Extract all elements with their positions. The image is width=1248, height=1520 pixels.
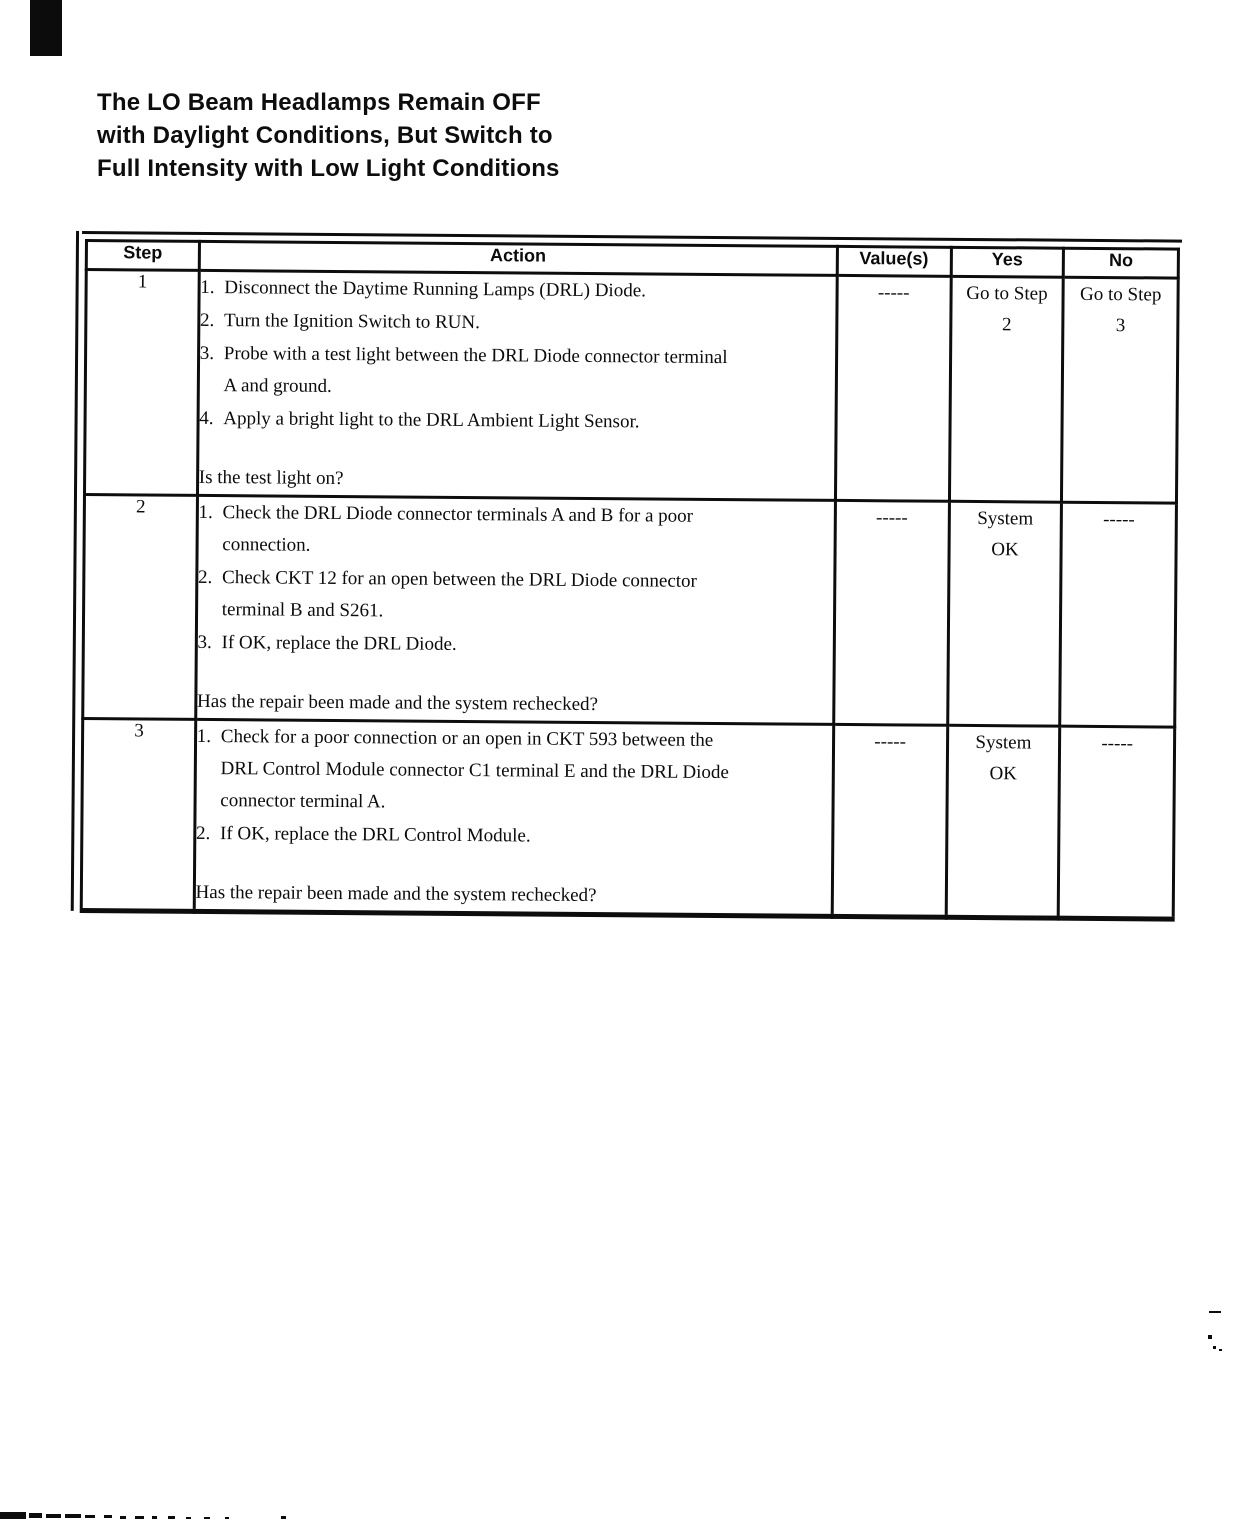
action-item	[198, 497, 833, 566]
no-cell: -----	[1058, 726, 1174, 919]
action-item	[198, 562, 833, 631]
action-item-text: Apply a bright light to the DRL Ambient Light Sensor.	[223, 408, 640, 433]
diagnostic-table-wrap	[80, 239, 1180, 922]
values-cell: -----	[833, 500, 949, 725]
scan-artifact-top-left-block	[30, 0, 62, 56]
action-item	[196, 721, 832, 822]
values-cell: -----	[832, 724, 947, 917]
scan-artifact-bottom-strip	[46, 1514, 61, 1518]
scan-artifact-bottom-strip	[29, 1513, 42, 1518]
step-number: 3	[81, 718, 195, 911]
action-item-number: 1.	[196, 725, 212, 748]
no-cell: Go to Step 3	[1062, 277, 1178, 503]
scan-artifact-bottom-strip	[120, 1516, 126, 1519]
yes-cell: System OK	[947, 501, 1062, 726]
step-number: 2	[83, 495, 197, 720]
action-item-text: Check CKT 12 for an open between the DRL Diode connector terminal B and S261.	[221, 567, 698, 622]
scan-artifact-speck	[1219, 1349, 1222, 1351]
action-item	[200, 272, 835, 309]
action-cell	[197, 270, 837, 500]
table-row	[83, 495, 1177, 728]
header-cell-values: Value(s)	[837, 246, 951, 276]
action-item-number: 2.	[200, 309, 215, 332]
scan-artifact-speck	[1213, 1346, 1216, 1349]
header-cell-no: No	[1064, 248, 1179, 278]
table-row	[84, 270, 1178, 504]
table-row	[81, 718, 1174, 919]
action-question: Has the repair been made and the system rechecked?	[195, 881, 597, 907]
action-item-text: If OK, replace the DRL Diode.	[221, 632, 457, 655]
action-question: Has the repair been made and the system rechecked?	[197, 690, 599, 716]
scan-artifact-speck	[1209, 1311, 1221, 1313]
scan-artifact-bottom-strip	[281, 1516, 286, 1519]
scan-artifact-bottom-strip	[204, 1517, 210, 1519]
yes-cell: Go to Step 2	[949, 276, 1064, 502]
action-item-text: If OK, replace the DRL Control Module.	[219, 823, 531, 847]
page-title-line-3: Full Intensity with Low Light Conditions	[97, 155, 560, 182]
action-item	[199, 403, 834, 440]
scan-artifact-bottom-strip	[104, 1515, 112, 1518]
scan-artifact-bottom-strip	[85, 1515, 95, 1518]
no-cell: -----	[1060, 502, 1176, 727]
page-title	[97, 86, 560, 185]
scan-artifact-bottom-strip	[135, 1516, 144, 1519]
scan-artifact-bottom-strip	[0, 1512, 26, 1519]
scan-artifact-bottom-strip	[186, 1517, 191, 1519]
action-item-text: Check for a poor connection or an open in CKT 593 between the DRL Control Module connector C1 terminal E and the DRL Diode connector terminal A.	[220, 726, 729, 813]
page-title-line-2: with Daylight Conditions, But Switch to	[97, 122, 553, 149]
action-item-number: 3.	[199, 342, 215, 365]
step-number: 1	[84, 270, 198, 496]
action-item-text: Check the DRL Diode connector terminals A and B for a poor connection.	[222, 502, 694, 556]
yes-cell: System OK	[946, 725, 1060, 918]
action-item-number: 2.	[195, 822, 211, 845]
values-cell: -----	[835, 275, 951, 501]
action-item-text: Turn the Ignition Switch to RUN.	[223, 310, 480, 334]
scan-artifact-bottom-strip	[225, 1517, 229, 1519]
action-item	[199, 338, 834, 407]
header-cell-action: Action	[199, 241, 837, 275]
action-item-text: Disconnect the Daytime Running Lamps (DRL) Diode.	[224, 277, 647, 302]
scan-artifact-bottom-strip	[152, 1516, 157, 1519]
action-item	[200, 305, 835, 342]
page-title-line-1: The LO Beam Headlamps Remain OFF	[97, 89, 541, 116]
action-item-number: 1.	[200, 276, 215, 299]
header-cell-yes: Yes	[951, 247, 1064, 277]
action-cell	[194, 719, 833, 916]
action-item-text: Probe with a test light between the DRL Diode connector terminal A and ground.	[223, 343, 728, 397]
scan-artifact-bottom-strip	[168, 1516, 175, 1519]
table-outer-left-line	[71, 231, 79, 911]
scan-artifact-speck	[1208, 1335, 1212, 1339]
action-item-number: 2.	[197, 566, 213, 589]
header-cell-step: Step	[86, 241, 199, 271]
scan-artifact-bottom-strip	[65, 1514, 81, 1518]
action-item-number: 4.	[199, 407, 214, 430]
diagnostic-table	[80, 239, 1180, 922]
action-cell	[195, 495, 835, 724]
action-question: Is the test light on?	[198, 466, 344, 490]
action-item-number: 3.	[197, 631, 212, 654]
action-item-number: 1.	[198, 501, 213, 524]
action-item	[196, 818, 831, 855]
action-item	[197, 627, 832, 664]
